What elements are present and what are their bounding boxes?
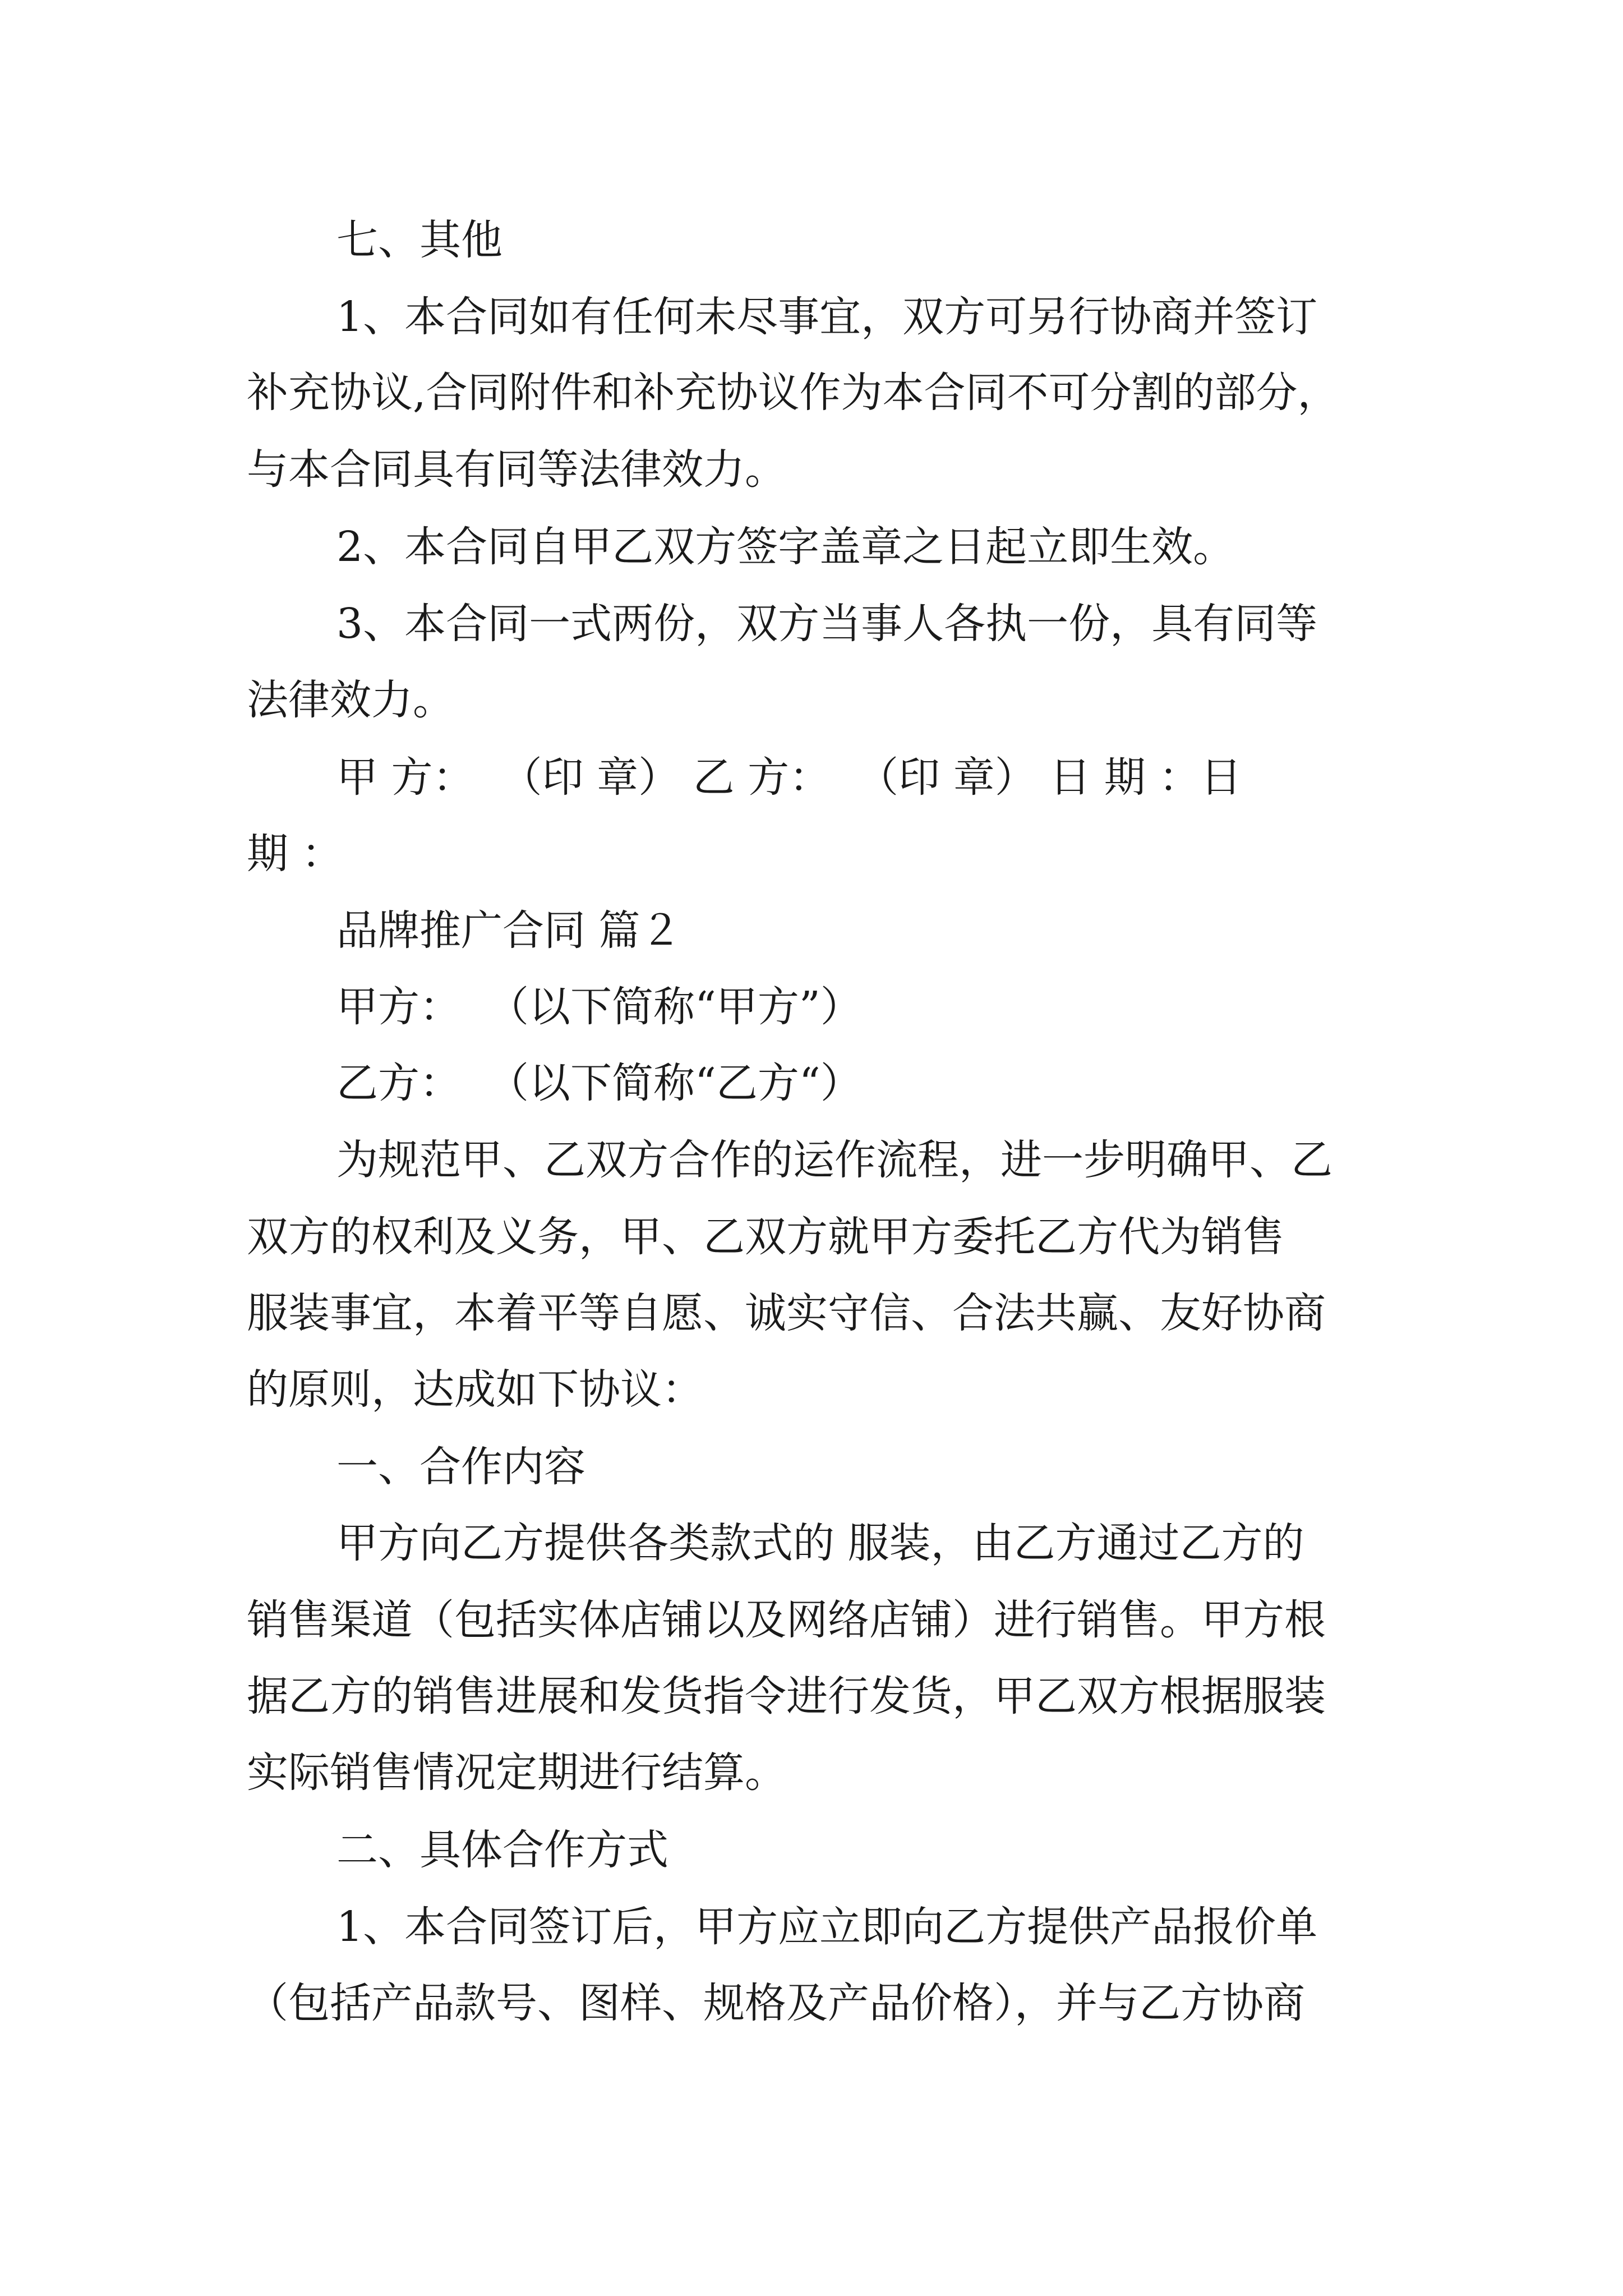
- preamble-line-1: 为规范甲、乙双方合作的运作流程，进一步明确甲、乙: [336, 1136, 1332, 1184]
- signature-line-1: 甲 方： （印 章） 乙 方： （印 章） 日 期 ：日: [336, 753, 1242, 802]
- party-a-line: 甲方： （以下简称“甲方”）: [336, 983, 862, 1031]
- method-clause-1-line-1: 1、本合同签订后，甲方应立即向乙方提供产品报价单: [336, 1903, 1318, 1951]
- method-clause-1-line-2: （包括产品款号、图样、规格及产品价格），并与乙方协商: [247, 1979, 1305, 2027]
- cooperation-line-4: 实际销售情况定期进行结算。: [247, 1749, 786, 1797]
- signature-line-2: 期 ：: [247, 830, 343, 878]
- preamble-line-4: 的原则，达成如下协议：: [247, 1365, 703, 1414]
- clause-1-line-3: 与本合同具有同等法律效力。: [247, 445, 786, 494]
- section-heading-cooperation: 一、合作内容: [336, 1443, 585, 1491]
- clause-2-line-1: 2、本合同自甲乙双方签字盖章之日起立即生效。: [336, 523, 1235, 571]
- cooperation-line-2: 销售渠道（包括实体店铺以及网络店铺）进行销售。甲方根: [247, 1596, 1326, 1644]
- clause-1-line-2: 补充协议,合同附件和补充协议作为本合同不可分割的部分，: [247, 369, 1339, 417]
- clause-3-line-1: 3、本合同一式两份，双方当事人各执一份，具有同等: [336, 600, 1318, 648]
- party-b-line: 乙方： （以下简称“乙方“）: [336, 1059, 862, 1107]
- contract-title: 品牌推广合同 篇２: [336, 907, 682, 955]
- preamble-line-3: 服装事宜，本着平等自愿、诚实守信、合法共赢、友好协商: [247, 1289, 1326, 1337]
- clause-3-line-2: 法律效力。: [247, 676, 454, 724]
- cooperation-line-1: 甲方向乙方提供各类款式的 服装，由乙方通过乙方的: [336, 1519, 1304, 1567]
- cooperation-line-3: 据乙方的销售进展和发货指令进行发货，甲乙双方根据服装: [247, 1672, 1326, 1720]
- section-heading-method: 二、具体合作方式: [336, 1826, 668, 1874]
- preamble-line-2: 双方的权利及义务，甲、乙双方就甲方委托乙方代为销售: [247, 1213, 1284, 1261]
- section-heading-other: 七、其他: [336, 216, 502, 264]
- clause-1-line-1: 1、本合同如有任何未尽事宜，双方可另行协商并签订: [336, 293, 1318, 341]
